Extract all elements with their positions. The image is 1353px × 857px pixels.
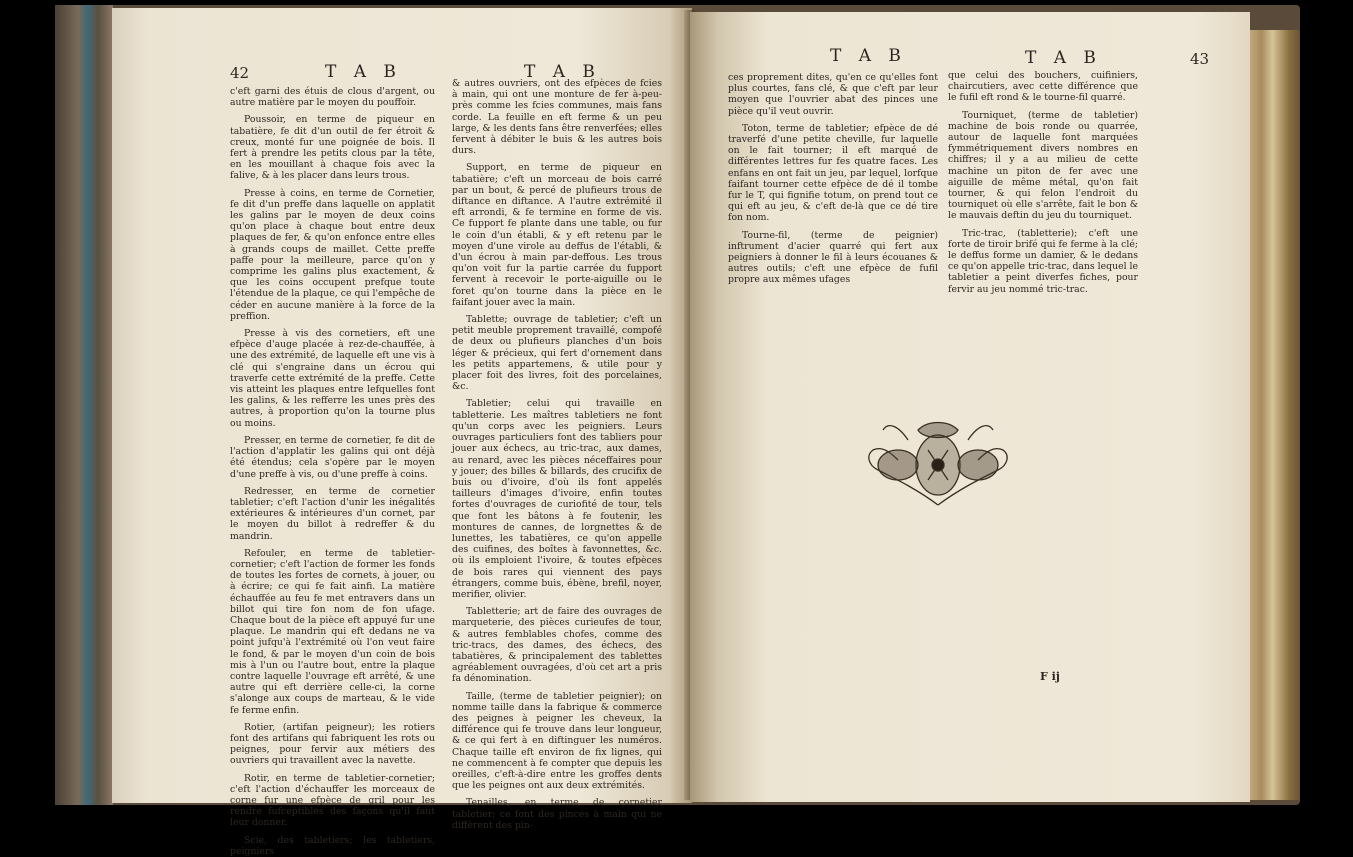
page-number-right: 43: [1190, 50, 1210, 68]
left-col1-paragraph: Scie, des tabletiers; les tabletiers, peigniers: [230, 834, 435, 857]
left-col1-paragraph: Presser, en terme de cornetier, fe dit de l'action d'applatir les galins qui ont déjà été étendus; cela s'opère par le moyen d'une preffe à vis, ou d'une preffe à coins.: [230, 434, 435, 480]
left-col1-paragraph: Refouler, en terme de tabletier-cornetier; c'eft l'action de former les fonds de toutes les fortes de cornets, à jouer, ou à écrire; ce qui fe fait ainfi. La matière échauffée au feu fe met entravers dans un billot qui tire fon nom de fon ufage. Chaque bout de la pièce eft appuyé fur une plaque. Le mandrin qui eft dedans ne va point jufqu'à l'extrémité où l'on veut faire le fond, & par le moyen d'un coin de bois mis à l'un ou l'autre bout, entre la plaque contre laquelle l'ouvrage eft arrêté, & une autre qui eft derrière celle-ci, la corne s'alonge aux coups de marteau, & le vide fe ferme enfin.: [230, 547, 435, 716]
page-number-left: 42: [230, 64, 250, 82]
left-col2-paragraph: Tablette; ouvrage de tabletier; c'eft un petit meuble proprement travaillé, compofé de deux ou plufieurs planches d'un bois léger & précieux, qui fert d'ornement dans les petits appartemens, & utile pour y placer foit des livres, foit des porcelaines, &c.: [452, 314, 662, 393]
left-col1-paragraph: Poussoir, en terme de piqueur en tabatière, fe dit d'un outil de fer étroit & creux, monté fur une poignée de bois. Il fert à prendre les petits clous par la tête, en les mouillant à chaque fois avec la falive, & à les placer dans leurs trous.: [230, 114, 435, 182]
left-page: [112, 8, 692, 857]
fleuron-ornament: [858, 410, 1018, 510]
left-col2-paragraph: Support, en terme de piqueur en tabatière; c'eft un morceau de bois carré par un bout, & percé de plufieurs trous de diftance en diftance. A l'autre extrémité il eft arrondi, & fe termine en forme de vis. Ce fupport fe plante dans une table, ou fur le coin d'un établi, & y eft retenu par le moyen d'une virole au deffus de l'établi, & d'un écrou à main par-deffous. Les trous qu'on voit fur la partie carrée du fupport fervent à recevoir le porte-aiguille ou le foret qu'on tourne dans la pièce en le faifant jouer avec la main.: [452, 162, 662, 308]
left-col2-paragraph: Tenailles, en terme de cornetier tabletier; ce font des pinces à main qui ne diffèrent des pin-: [452, 797, 662, 831]
left-column-1: [230, 86, 435, 857]
signature-mark: F ij: [1040, 670, 1060, 683]
right-col2-paragraph: que celui des bouchers, cuifiniers, chaircutiers, avec cette différence que le fufil eft rond & le tourne-fil quarré.: [948, 70, 1138, 104]
left-col1-paragraph: Presse à vis des cornetiers, eft une efpèce d'auge placée à rez-de-chauffée, à une des extrémité, de laquelle eft une vis à clé qui s'engraine dans un écrou qui traverfe cette extrémité de la preffe. Cette vis atteint les plaques entre lefquelles font les galins, & les refferre les unes près des autres, à proportion qu'on la tourne plus ou moins.: [230, 328, 435, 429]
right-col1-paragraph: Tourne-fil, (terme de peignier) inftrument d'acier quarré qui fert aux peigniers à donner le fil à leurs écouanes & autres outils; c'eft une efpèce de fufil propre aux mêmes ufages: [728, 229, 938, 286]
right-column-1: [728, 72, 938, 332]
left-col1-paragraph: Redresser, en terme de cornetier tabletier; c'eft l'action d'unir les inégalités extérieures & intérieures d'un cornet, par le moyen du billot à redreffer & du mandrin.: [230, 485, 435, 542]
running-head-left-col1: T A B: [325, 62, 402, 82]
running-head-right-col2: T A B: [1025, 48, 1102, 68]
right-col2-paragraph: Tourniquet, (terme de tabletier) machine de bois ronde ou quarrée, autour de laquelle font marquées fymmétriquement divers nombres en chiffres; il y a au milieu de cette machine un piton de fer avec une aiguille de même métal, qu'on fait tourner, & qui felon l'endroit du tourniquet où elle s'arrête, fait le bon & le mauvais deftin du jeu du tourniquet.: [948, 109, 1138, 222]
left-col2-paragraph: Taille, (terme de tabletier peignier); on nomme taille dans la fabrique & commerce des peignes à peigner les cheveux, la différence qui fe trouve dans leur longueur, & ce qui fert à en diftinguer les numéros. Chaque taille eft environ de fix lignes, qui ne commencent à fe compter que depuis les oreilles, c'eft-à-dire entre les groffes dents que les peignes ont aux deux extrémités.: [452, 690, 662, 792]
left-col1-paragraph: Rotir, en terme de tabletier-cornetier; c'eft l'action d'échauffer les morceaux de corne fur une efpèce de gril pour les rendre fufceptibles des façons qu'il faut leur donner.: [230, 772, 435, 829]
book-page-edges-right: [1245, 30, 1300, 800]
right-col1-paragraph: Toton, terme de tabletier; efpèce de dé traverfé d'une petite cheville, fur laquelle on le fait tourner; il eft marqué de différentes lettres fur fes quatre faces. Les enfans en ont fait un jeu, par lequel, lorfque faifant tourner cette efpèce de dé il tombe fur le T, qui fignifie totum, on prend tout ce qui eft au jeu, & c'eft de-là que ce dé tire fon nom.: [728, 122, 938, 224]
left-col2-paragraph: & autres ouvriers, ont des efpèces de fcies à main, qui ont une monture de fer à-peu-près comme les fcies communes, mais fans corde. La feuille en eft ferme & un peu large, & les dents fans être renverfées; elles fervent à débiter le buis & les autres bois durs.: [452, 78, 662, 157]
left-col1-paragraph: Rotier, (artifan peigneur); les rotiers font des artifans qui fabriquent les rots ou peignes, pour fervir aux métiers des ouvriers qui travaillent avec la navette.: [230, 721, 435, 767]
right-col2-paragraph: Tric-trac, (tabletterie); c'eft une forte de tiroir brifé qui fe ferme à la clé; le deffus forme un damier, & le dedans ce qu'on appelle tric-trac, dans lequel le tabletier a peint diverfes fiches, pour fervir au jeu nommé tric-trac.: [948, 227, 1138, 295]
right-col1-paragraph: ces proprement dites, qu'en ce qu'elles font plus courtes, fans clé, & que c'eft par leur moyen que l'ouvrier abat des pinces une pièce qu'il veut ouvrir.: [728, 72, 938, 117]
book-spine-left: [55, 5, 113, 805]
running-head-right-col1: T A B: [830, 46, 907, 66]
left-column-2: [452, 78, 662, 831]
running-head-left-col2: T A B: [524, 62, 601, 82]
left-col1-paragraph: c'eft garni des étuis de clous d'argent, ou autre matière par le moyen du pouffoir.: [230, 86, 435, 109]
right-column-2: [948, 70, 1138, 295]
left-col2-paragraph: Tabletier; celui qui travaille en tabletterie. Les maîtres tabletiers ne font qu'un corps avec les peigniers. Leurs ouvrages particuliers font des tabliers pour jouer aux échecs, au tric-trac, aux dames, au renard, avec les pièces néceffaires pour y jouer; des billes & billards, des crucifix de buis ou d'ivoire, d'où ils font appelés tailleurs d'images d'ivoire, enfin toutes fortes d'ouvrages de curiofité de tour, tels que font les bâtons à fe foutenir, les montures de cannes, de lorgnettes & de lunettes, les tabatières, ce qu'on appelle des cuifines, des boîtes à favonnettes, &c. où ils emploient l'ivoire, & toutes efpèces de bois rares qui viennent des pays étrangers, comme buis, ébène, brefil, noyer, merifier, olivier.: [452, 398, 662, 600]
left-col2-paragraph: Tabletterie; art de faire des ouvrages de marqueterie, des pièces curieufes de tour, & autres femblables chofes, comme des tric-tracs, des dames, des échecs, des tabatières, & principalement des tablettes agréablement ouvragées, d'où cet art a pris fa dénomination.: [452, 606, 662, 685]
left-col1-paragraph: Presse à coins, en terme de Cornetier, fe dit d'un preffe dans laquelle on applatit les galins par le moyen de deux coins qu'on place à chaque bout entre deux plaques de fer, & qu'on enfonce entre elles à grands coups de maillet. Cette preffe paffe pour la meilleure, parce qu'on y comprime les galins plus exactement, & que les coins occupent prefque toute l'étendue de la plaque, ce qui l'empêche de céder en aucune manière à la force de la preffion.: [230, 187, 435, 322]
right-page: [690, 12, 1250, 802]
